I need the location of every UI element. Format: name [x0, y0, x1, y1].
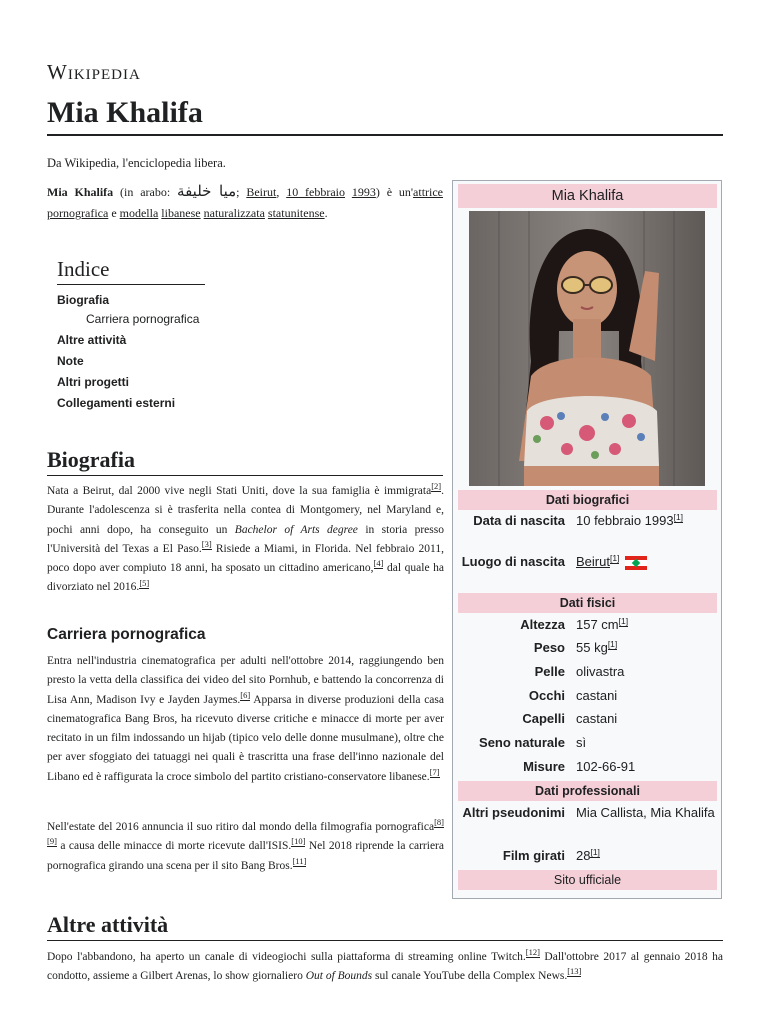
portrait-image: [469, 211, 705, 486]
lead-paragraph: Mia Khalifa (in arabo: ميا خليفة; Beirut, 10 febbraio 1993) è un'attrice pornografica e modella libanese naturalizzata statunitense.: [47, 184, 444, 221]
link-attrice[interactable]: attrice pornografica: [47, 185, 444, 221]
wikipedia-wordmark[interactable]: Wikipedia: [47, 60, 141, 84]
lebanon-flag-icon: [625, 556, 647, 570]
bio-text-3: in storia presso l'Università del Texas a El Paso.: [47, 523, 444, 555]
official-site-link[interactable]: Sito ufficiale: [458, 870, 717, 890]
row-label: Film girati: [502, 848, 565, 863]
section-heading-carriera: Carriera pornografica: [47, 626, 206, 643]
infobox-row-hair: [458, 709, 717, 732]
link-birth-place[interactable]: Beirut: [246, 185, 277, 199]
row-value: [576, 552, 716, 572]
citation[interactable]: [10]: [291, 836, 306, 847]
lead-arabic-prefix: (in arabo:: [120, 185, 178, 199]
table-of-contents: [57, 257, 307, 414]
row-label: Data di nascita: [473, 513, 565, 528]
toc-item-carriera[interactable]: Carriera pornografica: [86, 312, 200, 326]
lead-end: .: [324, 206, 328, 221]
row-value: [576, 846, 716, 866]
infobox-section-bio: Dati biografici: [458, 490, 717, 510]
citation[interactable]: [1]: [607, 638, 618, 649]
link-modella[interactable]: modella: [119, 206, 159, 221]
row-value: Mia Callista, Mia Khalifa: [576, 805, 715, 820]
citation[interactable]: [2]: [431, 481, 442, 492]
toc-item-note[interactable]: Note: [57, 354, 84, 368]
row-label: Pelle: [534, 664, 565, 679]
infobox-row-weight: [458, 638, 717, 661]
section-heading-biografia: Biografia: [47, 447, 443, 476]
infobox-row-skin: [458, 662, 717, 685]
citation[interactable]: [1]: [673, 511, 684, 522]
row-value: sì: [576, 735, 587, 750]
row-label: Altri pseudonimi: [462, 805, 565, 820]
lead-text-2: e: [108, 206, 120, 221]
bio-degree: Bachelor of Arts degree: [234, 523, 358, 536]
lead-name: Mia Khalifa: [47, 185, 114, 199]
citation[interactable]: [7]: [429, 766, 440, 777]
alt-text-3: sul canale YouTube della Complex News.: [372, 970, 568, 983]
paragraph-biografia: [47, 482, 444, 598]
page-subtitle: Da Wikipedia, l'enciclopedia libera.: [47, 156, 226, 170]
row-value: [576, 638, 716, 658]
car-text-5: Nel 2018 riprende la carriera pornografica girando una scena per il sito Bang Bros.: [47, 840, 444, 872]
citation[interactable]: [13]: [567, 966, 582, 977]
toc-item-collegamenti[interactable]: Collegamenti esterni: [57, 396, 176, 410]
row-value: [576, 615, 716, 635]
infobox-row-films: [458, 846, 717, 869]
portrait-photo[interactable]: [469, 211, 705, 486]
bio-text-2: . Durante l'adolescenza si è trasferita nella contea di Montgomery, nel Maryland e, pochi anni dopo, ha conseguito un: [47, 485, 444, 536]
citation[interactable]: [1]: [609, 552, 620, 563]
citation[interactable]: [5]: [139, 577, 150, 588]
toc-item-biografia[interactable]: Biografia: [57, 293, 110, 307]
row-label: Peso: [533, 640, 565, 655]
citation[interactable]: [4]: [373, 558, 384, 569]
toc-item-altri-progetti[interactable]: Altri progetti: [57, 375, 129, 389]
row-value: castani: [576, 688, 618, 703]
citation[interactable]: [1]: [618, 615, 629, 626]
infobox-row-alias: [458, 803, 717, 843]
section-heading-altre-attivita: Altre attività: [47, 912, 723, 941]
alt-text-1: Dopo l'abbandono, ha aperto un canale di videogiochi sulla piattaforma di streaming online Twitch.: [47, 951, 526, 963]
lead-birth-sep: ;: [236, 185, 247, 199]
link-birth-year[interactable]: 1993: [351, 185, 376, 199]
car-text-4: a causa delle minacce di morte ricevute dall'ISIS.: [56, 840, 292, 853]
toc-title: Indice: [57, 257, 205, 285]
infobox-row-birth-place: [458, 552, 717, 592]
car-text-3: Nell'estate del 2016 annuncia il suo ritiro dal mondo della filmografia pornografica: [47, 821, 435, 833]
page-title: Mia Khalifa: [47, 96, 723, 136]
infobox-title: Mia Khalifa: [458, 184, 717, 208]
citation[interactable]: [11]: [292, 855, 307, 866]
row-label: Misure: [523, 759, 565, 774]
paragraph-carriera-1: [47, 652, 444, 787]
paragraph-altre-attivita: [47, 948, 723, 987]
row-label: Altezza: [520, 617, 565, 632]
car-text-2: Apparsa in diverse produzioni della casa cinematografica Bang Bros, ha ricevuto diverse critiche e minacce di morte per aver recitato in un film indossando un hijab (tipico velo delle donne musulmane), oltre che per aver sfoggiato dei tatuaggi nei quali è trascritta una frase dell'inno nazionale del Libano ed è raffigurata la croce simbolo del partito cristiano-conservatore libanese.: [47, 693, 444, 783]
bio-text-1: Nata a Beirut, dal 2000 vive negli Stati Uniti, dove la sua famiglia è immigrata: [47, 485, 432, 497]
row-value: [576, 511, 716, 531]
row-value: castani: [576, 711, 618, 726]
link-beirut[interactable]: Beirut: [576, 554, 610, 569]
films-value: 28: [576, 848, 591, 863]
row-label: Capelli: [522, 711, 565, 726]
bio-text-4: Risiede a Miami, in Florida. Nel febbraio 2011, poco dopo aver compiuto 18 anni, ha sposato un cittadino americano,: [47, 542, 445, 575]
bio-text-5: dal quale ha divorziato nel 2016.: [47, 562, 444, 594]
toc-item-altre-attivita[interactable]: Altre attività: [57, 333, 127, 347]
link-libanese[interactable]: libanese: [161, 206, 201, 221]
row-value: olivastra: [576, 664, 625, 679]
weight-value: 55 kg: [576, 640, 608, 655]
infobox-section-prof: Dati professionali: [458, 781, 717, 801]
height-value: 157 cm: [576, 617, 619, 632]
infobox: [452, 180, 722, 899]
citation[interactable]: [6]: [240, 689, 251, 700]
row-label: Luogo di nascita: [461, 554, 565, 569]
citation[interactable]: [3]: [201, 539, 212, 550]
infobox-row-height: [458, 615, 717, 638]
row-value: 102-66-91: [576, 759, 636, 774]
link-naturalizzata[interactable]: naturalizzata: [203, 206, 265, 221]
infobox-row-measures: [458, 757, 717, 780]
birth-date-value[interactable]: 10 febbraio 1993: [576, 513, 674, 528]
infobox-row-birth-date: [458, 511, 717, 551]
alt-text-2: Dall'ottobre 2017 al gennaio 2018 ha condotto, assieme a Gilbert Arenas, lo show giornaliero: [47, 951, 723, 983]
infobox-row-breast: [458, 733, 717, 756]
citation[interactable]: [8][9]: [47, 817, 444, 847]
citation[interactable]: [12]: [525, 947, 540, 958]
infobox-row-eyes: [458, 686, 717, 709]
row-label: Seno naturale: [479, 735, 565, 750]
alt-show: Out of Bounds: [305, 970, 373, 983]
row-label: Occhi: [528, 688, 565, 703]
lead-arabic-name: ميا خليفة: [177, 184, 237, 200]
infobox-section-phys: Dati fisici: [458, 593, 717, 613]
car-text-1: Entra nell'industria cinematografica per adulti nell'ottobre 2014, raggiungendo ben presto la vetta della classifica dei video del sito Pornhub, e battendo la concorrenza di Lisa Ann, Madison Ivy e Jayden Jaymes.: [47, 655, 444, 706]
citation[interactable]: [1]: [590, 846, 600, 857]
link-statunitense[interactable]: statunitense: [267, 206, 325, 221]
lead-text-1: ) è un': [375, 185, 414, 199]
paragraph-carriera-2: [47, 818, 444, 876]
link-birth-date[interactable]: 10 febbraio: [286, 185, 346, 199]
